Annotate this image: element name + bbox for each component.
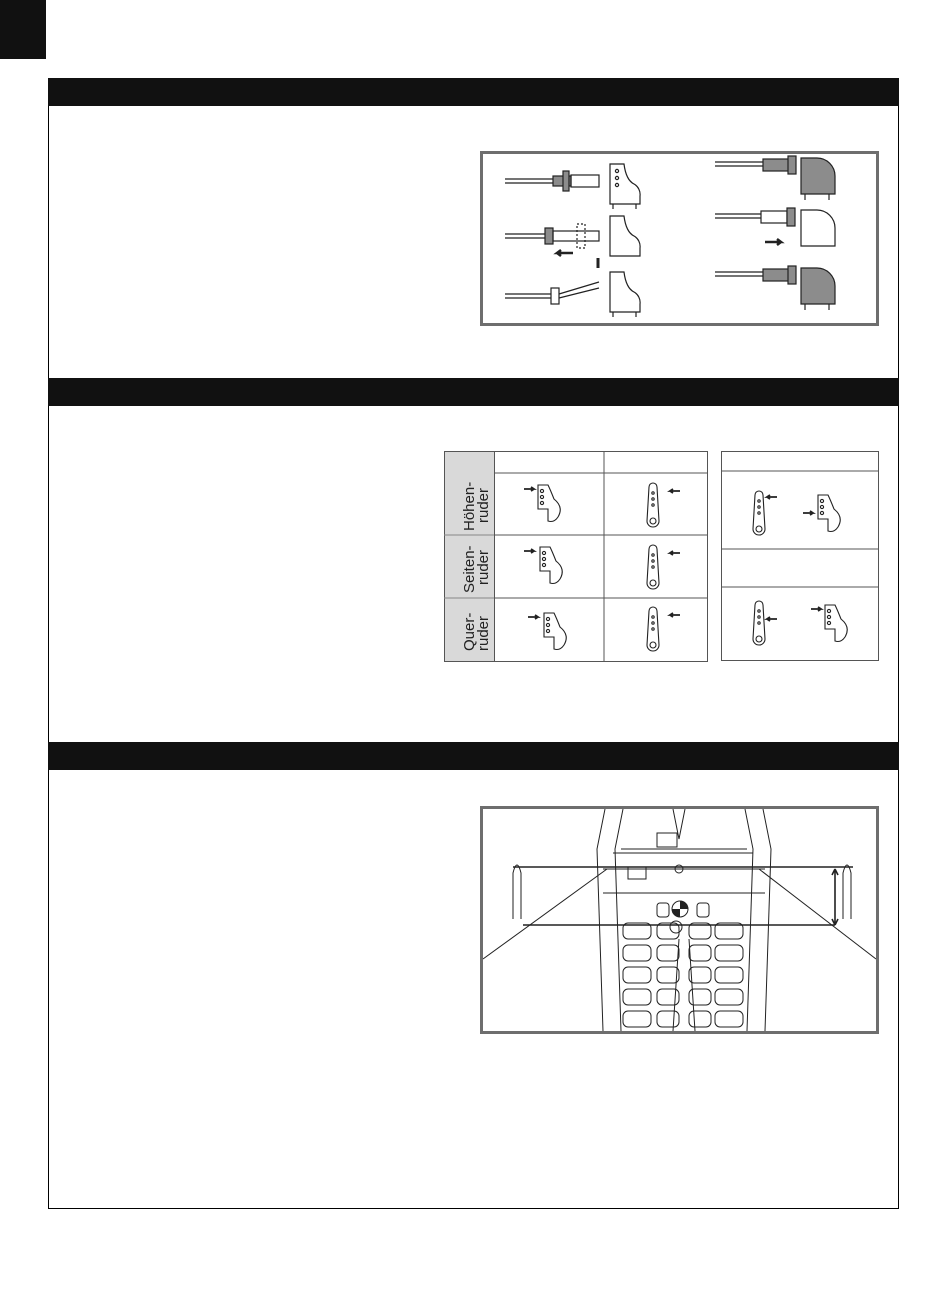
clevis-figure [480,151,879,326]
row-label-elevator-1: Höhen- [461,481,478,531]
page-corner-tab [0,0,46,59]
horn-table [444,451,708,662]
row-label-aileron-1: Quer- [461,612,478,651]
horn-table-grid [444,451,708,662]
fuselage-figure [480,806,879,1034]
horn-alt-diagram [721,451,879,661]
clevis-diagram [483,154,876,323]
section-bar-2 [48,378,899,406]
section-bar-1 [48,78,899,106]
horn-alt-box [721,451,879,661]
row-label-elevator-2: ruder [475,487,492,523]
fuselage-diagram [483,809,876,1031]
row-label-rudder-2: ruder [475,549,492,585]
section-bar-3 [48,742,899,770]
row-label-rudder-1: Seiten- [461,545,478,593]
row-label-aileron-2: ruder [475,615,492,651]
